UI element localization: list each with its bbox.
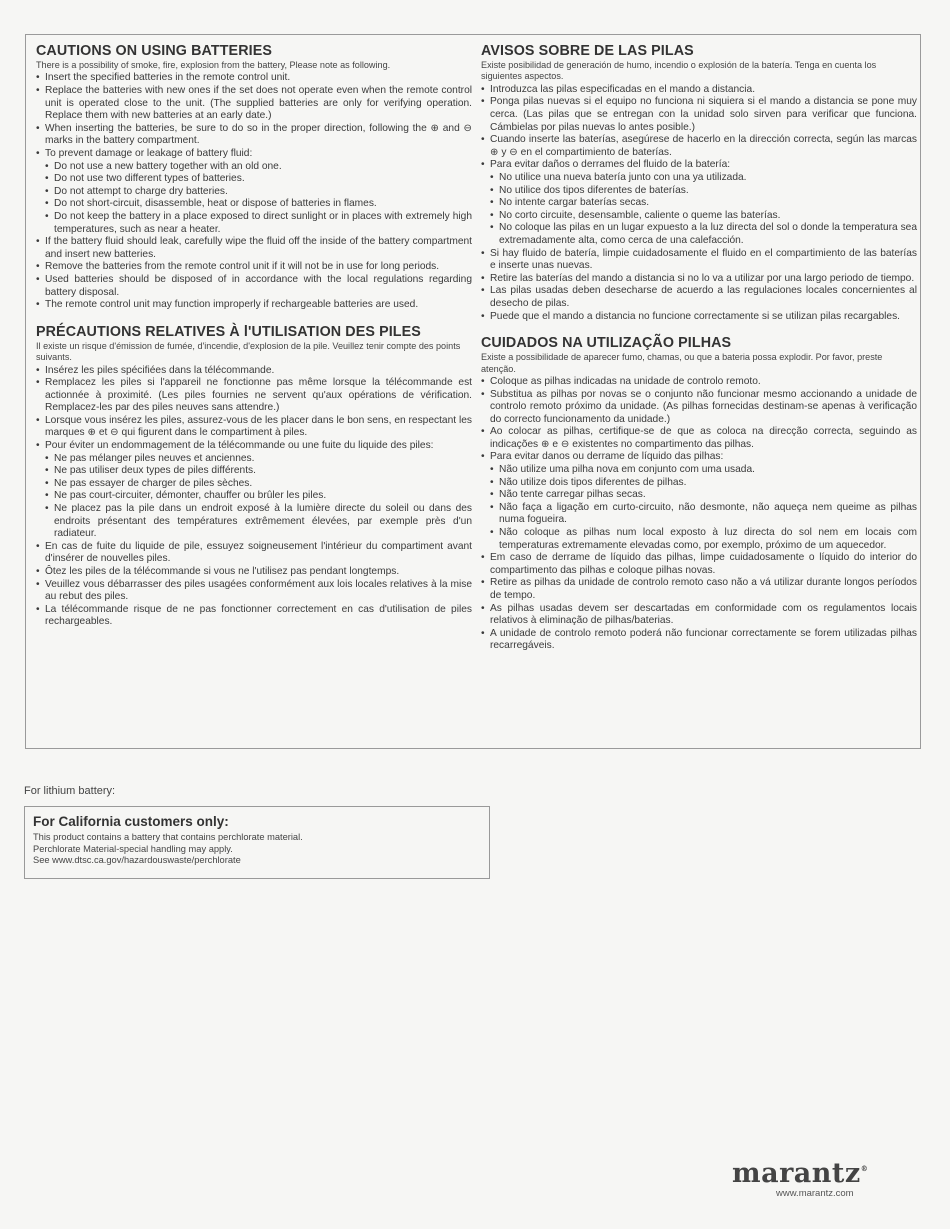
list-item: • Ne pas mélanger piles neuves et anciennes. [36, 453, 472, 466]
california-notice-box [24, 806, 490, 879]
list-item: • If the battery fluid should leak, carefully wipe the fluid off the inside of the battery compartment and insert new batteries. [36, 236, 472, 261]
list-item: • Do not short-circuit, disassemble, heat or dispose of batteries in flames. [36, 198, 472, 211]
list-item: • Ôtez les piles de la télécommande si vous ne l'utilisez pas pendant longtemps. [36, 566, 472, 579]
list-item: • Veuillez vous débarrasser des piles usagées conformément aux lois locales relatives à la mise au rebut des piles. [36, 579, 472, 604]
list-item: • Ne pas utiliser deux types de piles différents. [36, 465, 472, 478]
section-en [36, 43, 472, 312]
list-item: • Las pilas usadas deben desecharse de acuerdo a las regulaciones locales concernientes al desecho de pilas. [481, 285, 917, 310]
list-item: • Retire as pilhas da unidade de controlo remoto caso não a vá utilizar durante longos períodos de tempo. [481, 577, 917, 602]
list-item: • The remote control unit may function improperly if rechargeable batteries are used. [36, 299, 472, 312]
list-item: • Ne pas court-circuiter, démonter, chauffer ou brûler les piles. [36, 490, 472, 503]
brand-url: www.marantz.com [776, 1188, 854, 1199]
list-item: • La télécommande risque de ne pas fonctionner correctement en cas d'utilisation de piles rechargeables. [36, 604, 472, 629]
list-item: • Do not attempt to charge dry batteries. [36, 186, 472, 199]
section-intro: Existe posibilidad de generación de humo, incendio o explosión de la batería. Tenga en cuenta los siguientes aspectos. [481, 60, 877, 82]
list-item: • Do not use a new battery together with an old one. [36, 161, 472, 174]
list-item: • A unidade de controlo remoto poderá não funcionar correctamente se forem utilizadas pilhas recarregáveis. [481, 628, 917, 653]
section-intro: Existe a possibilidade de aparecer fumo, chamas, ou que a bateria possa explodir. Por favor, preste atenção. [481, 352, 883, 374]
list-item: • Ponga pilas nuevas si el equipo no funciona ni siquiera si el mando a distancia se pone muy cerca. (Las pilas que se entregan con la unidad solo sirven para verificar que funciona. Cámbielas por pilas nuevas lo antes posible.) [481, 96, 917, 134]
list-item: • Ne pas essayer de charger de piles sèches. [36, 478, 472, 491]
section-es [481, 43, 917, 323]
list-item: • No utilice dos tipos diferentes de baterías. [481, 185, 917, 198]
list-item: • When inserting the batteries, be sure to do so in the proper direction, following the ⊕ and ⊖ marks in the battery compartment. [36, 123, 472, 148]
list-item: • Em caso de derrame de líquido das pilhas, limpe cuidadosamente o líquido do interior do compartimento das pilhas e coloque pilhas novas. [481, 552, 917, 577]
section-fr [36, 324, 472, 629]
list-item: • No intente cargar baterías secas. [481, 197, 917, 210]
list-item: • Ne placez pas la pile dans un endroit exposé à la lumière directe du soleil ou dans des endroits présentant des températures extrêmement élevées, par exemple près d'un radiateur. [36, 503, 472, 541]
battery-cautions-box [25, 34, 921, 749]
list-item: • Puede que el mando a distancia no funcione correctamente si se utilizan pilas recargables. [481, 311, 917, 324]
list-item: • Não faça a ligação em curto-circuito, não desmonte, não aqueça nem queime as pilhas numa fogueira. [481, 502, 917, 527]
list-item: • No utilice una nueva batería junto con una ya utilizada. [481, 172, 917, 185]
list-item: • Substitua as pilhas por novas se o conjunto não funcionar mesmo accionando a unidade de controlo remoto próximo da unidade. (As pilhas fornecidas destinam-se apenas à verificação do correcto funcionamento da unidade.) [481, 389, 917, 427]
list-item: • En cas de fuite du liquide de pile, essuyez soigneusement l'intérieur du compartiment avant d'insérer de nouvelles piles. [36, 541, 472, 566]
list-item: • To prevent damage or leakage of battery fluid: [36, 148, 472, 161]
list-item: • Ao colocar as pilhas, certifique-se de que as coloca na direcção correcta, seguindo as indicações ⊕ e ⊖ existentes no compartimento das pilhas. [481, 426, 917, 451]
list-item: • Retire las baterías del mando a distancia si no lo va a utilizar por una largo periodo de tiempo. [481, 273, 917, 286]
list-item: • Para evitar daños o derrames del fluido de la batería: [481, 159, 917, 172]
lithium-label: For lithium battery: [24, 785, 116, 797]
list-item: • Não tente carregar pilhas secas. [481, 489, 917, 502]
list-item: • Não coloque as pilhas num local exposto à luz directa do sol nem em locais com temperaturas extremamente elevadas como, por exemplo, próximo de um aquecedor. [481, 527, 917, 552]
section-intro: There is a possibility of smoke, fire, explosion from the battery, Please note as following. [36, 60, 391, 70]
caution-list [481, 84, 917, 323]
california-notice-line: Perchlorate Material-special handling may apply. [33, 843, 233, 854]
list-item: • Si hay fluido de batería, limpie cuidadosamente el fluido en el compartimiento de las baterías e inserte unas nuevas. [481, 248, 917, 273]
caution-list [481, 376, 917, 653]
list-item: • Remplacez les piles si l'appareil ne fonctionne pas même lorsque la télécommande est actionnée à proximité. (Les piles fournies ne servent qu'aux opérations de vérification. Remplacez-les par des piles neuves sans attendre.) [36, 377, 472, 415]
list-item: • Replace the batteries with new ones if the set does not operate even when the remote control unit is operated close to the unit. (The supplied batteries are only for verifying operation. Replace them with new batteries at an early date.) [36, 85, 472, 123]
list-item: • Do not use two different types of batteries. [36, 173, 472, 186]
list-item: • Do not keep the battery in a place exposed to direct sunlight or in places with extremely high temperatures, such as near a heater. [36, 211, 472, 236]
list-item: • No coloque las pilas en un lugar expuesto a la luz directa del sol o donde la temperatura sea extremadamente alta, como cerca de una calefacción. [481, 222, 917, 247]
list-item: • Não utilize uma pilha nova em conjunto com uma usada. [481, 464, 917, 477]
list-item: • Insérez les piles spécifiées dans la télécommande. [36, 365, 472, 378]
california-notice-line: This product contains a battery that contains perchlorate material. [33, 832, 303, 842]
section-title: PRÉCAUTIONS RELATIVES À l'UTILISATION DES PILES [36, 323, 421, 340]
section-title: CAUTIONS ON USING BATTERIES [36, 43, 272, 59]
section-pt [481, 335, 917, 653]
marantz-logo [732, 1158, 868, 1189]
list-item: • Lorsque vous insérez les piles, assurez-vous de les placer dans le bon sens, en respectant les marques ⊕ et ⊖ qui figurent dans le compartiment à piles. [36, 415, 472, 440]
list-item: • Remove the batteries from the remote control unit if it will not be in use for long periods. [36, 261, 472, 274]
section-title: AVISOS SOBRE DE LAS PILAS [481, 43, 694, 59]
california-notice-line: See www.dtsc.ca.gov/hazardouswaste/perchlorate [33, 855, 241, 866]
right-column [481, 43, 917, 665]
caution-list [36, 365, 472, 629]
list-item: • Para evitar danos ou derrame de líquido das pilhas: [481, 451, 917, 464]
list-item: • Insert the specified batteries in the remote control unit. [36, 72, 472, 85]
list-item: • Cuando inserte las baterías, asegúrese de hacerlo en la dirección correcta, según las marcas ⊕ y ⊖ en el compartimiento de baterías. [481, 134, 917, 159]
left-column [36, 43, 472, 641]
list-item: • Não utilize dois tipos diferentes de pilhas. [481, 477, 917, 490]
caution-list [36, 72, 472, 311]
list-item: • Coloque as pilhas indicadas na unidade de controlo remoto. [481, 376, 917, 389]
california-notice-title: For California customers only: [33, 814, 229, 829]
list-item: • Introduzca las pilas especificadas en el mando a distancia. [481, 84, 917, 97]
list-item: • Used batteries should be disposed of in accordance with the local regulations regarding battery disposal. [36, 274, 472, 299]
registered-mark: ® [860, 1164, 869, 1173]
logo-text: marantz [732, 1158, 861, 1189]
list-item: • As pilhas usadas devem ser descartadas em conformidade com os regulamentos locais relativos à eliminação de pilhas/baterias. [481, 603, 917, 628]
list-item: • No corto circuite, desensamble, caliente o queme las baterías. [481, 210, 917, 223]
section-title: CUIDADOS NA UTILIZAÇÃO PILHAS [481, 335, 732, 352]
list-item: • Pour éviter un endommagement de la télécommande ou une fuite du liquide des piles: [36, 440, 472, 453]
section-intro: Il existe un risque d'émission de fumée, d'incendie, d'explosion de la pile. Veuillez tenir compte des points suivants. [36, 340, 461, 363]
